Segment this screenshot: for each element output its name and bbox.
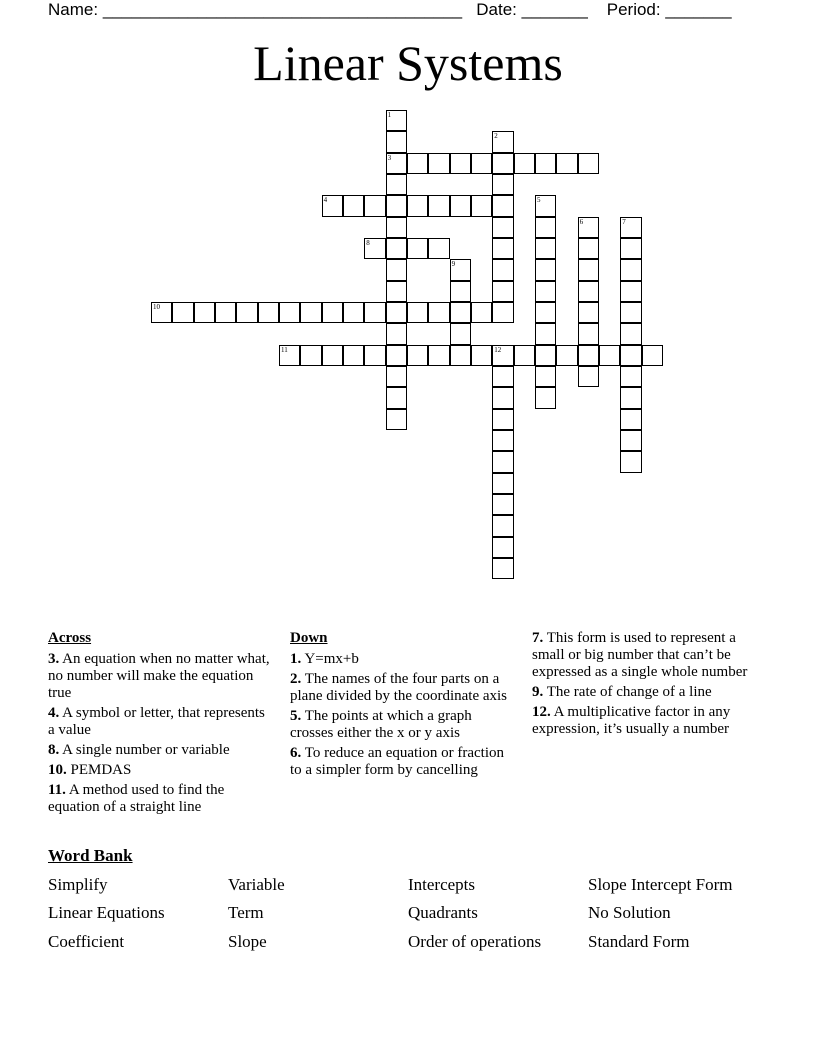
crossword-cell[interactable] — [578, 238, 599, 259]
crossword-cell[interactable] — [386, 238, 407, 259]
clue-number: 12 — [494, 345, 502, 354]
word-bank-item: Order of operations — [408, 932, 542, 951]
clue-text: To reduce an equation or fraction to a simpler form by cancelling — [290, 745, 505, 778]
clue-number: 7 — [622, 217, 626, 226]
crossword-cell[interactable] — [428, 302, 449, 323]
crossword-cell[interactable] — [535, 345, 556, 366]
clue-text: An equation when no matter what, no number will make the equation true — [48, 651, 270, 701]
crossword-cell[interactable] — [492, 515, 513, 536]
crossword-cell[interactable] — [279, 302, 300, 323]
across-clues-column — [48, 630, 273, 819]
clue-number-label: 4. — [48, 705, 60, 721]
crossword-cell[interactable] — [386, 195, 407, 216]
crossword-cell[interactable] — [215, 302, 236, 323]
crossword-cell[interactable] — [535, 153, 556, 174]
crossword-cell[interactable] — [364, 302, 385, 323]
crossword-cell[interactable] — [450, 153, 471, 174]
crossword-cell[interactable] — [578, 153, 599, 174]
crossword-cell[interactable] — [471, 345, 492, 366]
crossword-cell[interactable] — [620, 409, 641, 430]
clue-text: The rate of change of a line — [543, 684, 712, 700]
crossword-cell[interactable] — [428, 345, 449, 366]
clue-number: 6 — [579, 217, 584, 226]
crossword-cell[interactable] — [428, 195, 449, 216]
word-bank-item: Term — [228, 903, 264, 922]
crossword-cell[interactable] — [492, 174, 513, 195]
down-clues-column-continued — [532, 630, 772, 741]
crossword-cell[interactable] — [386, 131, 407, 152]
crossword-cell[interactable] — [258, 302, 279, 323]
clue-number-label: 5. — [290, 708, 302, 724]
crossword-cell[interactable] — [450, 302, 471, 323]
crossword-cell[interactable] — [578, 366, 599, 387]
crossword-cell[interactable] — [578, 259, 599, 280]
crossword-cell[interactable] — [343, 195, 364, 216]
crossword-cell[interactable] — [364, 345, 385, 366]
crossword-cell[interactable] — [492, 302, 513, 323]
crossword-cell[interactable] — [578, 281, 599, 302]
crossword-cell[interactable] — [407, 302, 428, 323]
clue-number-label: 12. — [532, 704, 551, 720]
clue-text: This form is used to represent a small or big number that can’t be expressed as a single whole number — [532, 630, 748, 680]
clue-number: 3 — [387, 153, 392, 162]
crossword-cell[interactable] — [535, 302, 556, 323]
down-clue — [290, 708, 512, 742]
crossword-cell[interactable] — [556, 345, 577, 366]
crossword-cell[interactable] — [386, 345, 407, 366]
crossword-cell[interactable] — [428, 153, 449, 174]
crossword-cell[interactable] — [620, 302, 641, 323]
crossword-cell[interactable] — [578, 323, 599, 344]
word-bank-item: Quadrants — [408, 903, 478, 922]
across-clue — [48, 782, 273, 816]
word-bank-item: Intercepts — [408, 875, 476, 894]
crossword-cell[interactable] — [492, 217, 513, 238]
clue-number: 8 — [366, 238, 370, 247]
crossword-cell[interactable] — [642, 345, 663, 366]
clue-number-label: 10. — [48, 762, 67, 778]
crossword-cell[interactable] — [535, 217, 556, 238]
crossword-cell[interactable] — [620, 451, 641, 472]
crossword-cell[interactable] — [386, 366, 407, 387]
clue-text: PEMDAS — [66, 762, 132, 778]
clue-text: A method used to find the equation of a straight line — [48, 782, 225, 815]
crossword-cell[interactable] — [386, 153, 407, 174]
crossword-cell[interactable] — [492, 473, 513, 494]
word-bank-item: Variable — [228, 875, 285, 894]
across-heading: Across — [48, 630, 92, 646]
crossword-cell[interactable] — [450, 323, 471, 344]
clue-number-label: 11. — [48, 782, 66, 798]
crossword-cell[interactable] — [535, 259, 556, 280]
clue-number: 9 — [451, 260, 456, 269]
down-clues-column — [290, 630, 512, 782]
name-label: Name: — [48, 0, 99, 19]
crossword-cell[interactable] — [386, 409, 407, 430]
word-bank-item: Simplify — [48, 875, 108, 894]
crossword-cell[interactable] — [322, 195, 343, 216]
down-clue — [532, 630, 772, 681]
date-label: Date: — [476, 0, 517, 19]
crossword-cell[interactable] — [386, 174, 407, 195]
crossword-cell[interactable] — [535, 238, 556, 259]
word-bank-item: Linear Equations — [48, 903, 165, 922]
crossword-cell[interactable] — [535, 323, 556, 344]
period-label: Period: — [606, 0, 661, 19]
crossword-cell[interactable] — [620, 323, 641, 344]
crossword-cell[interactable] — [322, 345, 343, 366]
down-clue — [290, 651, 512, 668]
crossword-cell[interactable] — [300, 345, 321, 366]
word-bank-item: No Solution — [588, 903, 671, 922]
crossword-cell[interactable] — [386, 302, 407, 323]
crossword-cell[interactable] — [535, 387, 556, 408]
crossword-cell[interactable] — [471, 302, 492, 323]
crossword-cell[interactable] — [386, 259, 407, 280]
crossword-cell[interactable] — [407, 238, 428, 259]
crossword-cell[interactable] — [492, 494, 513, 515]
crossword-cell[interactable] — [471, 195, 492, 216]
clue-number-label: 6. — [290, 745, 302, 761]
crossword-cell[interactable] — [386, 323, 407, 344]
clue-number: 11 — [280, 345, 288, 354]
down-clue — [290, 671, 512, 705]
crossword-cell[interactable] — [194, 302, 215, 323]
crossword-cell[interactable] — [386, 281, 407, 302]
clue-number-label: 9. — [532, 684, 544, 700]
crossword-cell[interactable] — [172, 302, 193, 323]
crossword-cell[interactable] — [492, 537, 513, 558]
date-blank[interactable]: _______ — [521, 0, 588, 19]
clue-number-label: 3. — [48, 651, 60, 667]
crossword-cell[interactable] — [450, 195, 471, 216]
clue-text: A multiplicative factor in any expression, it’s usually a number — [532, 704, 731, 737]
period-blank[interactable]: _______ — [665, 0, 732, 19]
name-blank[interactable]: ______________________________________ — [102, 0, 463, 19]
word-bank-item: Coefficient — [48, 932, 125, 951]
crossword-cell[interactable] — [492, 345, 513, 366]
clue-text: A single number or variable — [59, 742, 230, 758]
crossword-cell[interactable] — [620, 366, 641, 387]
word-bank-item: Standard Form — [588, 932, 690, 951]
crossword-cell[interactable] — [535, 281, 556, 302]
crossword-cell[interactable] — [386, 217, 407, 238]
crossword-cell[interactable] — [386, 110, 407, 131]
crossword-cell[interactable] — [578, 345, 599, 366]
crossword-cell[interactable] — [492, 451, 513, 472]
crossword-cell[interactable] — [386, 387, 407, 408]
crossword-cell[interactable] — [492, 409, 513, 430]
clue-text: The names of the four parts on a plane divided by the coordinate axis — [290, 671, 508, 704]
crossword-cell[interactable] — [471, 153, 492, 174]
across-clue — [48, 705, 273, 739]
clue-number: 2 — [494, 132, 498, 141]
word-bank-item: Slope Intercept Form — [588, 875, 733, 894]
clue-number-label: 7. — [532, 630, 544, 646]
across-clue — [48, 762, 273, 779]
word-bank-title: Word Bank — [48, 846, 133, 865]
crossword-cell[interactable] — [620, 217, 641, 238]
down-heading: Down — [290, 630, 328, 646]
crossword-cell[interactable] — [620, 238, 641, 259]
crossword-cell[interactable] — [620, 259, 641, 280]
crossword-cell[interactable] — [535, 366, 556, 387]
crossword-cell[interactable] — [492, 131, 513, 152]
crossword-cell[interactable] — [514, 153, 535, 174]
clue-number-label: 1. — [290, 651, 302, 667]
crossword-cell[interactable] — [151, 302, 172, 323]
crossword-cell[interactable] — [492, 558, 513, 579]
crossword-cell[interactable] — [364, 195, 385, 216]
crossword-cell[interactable] — [599, 345, 620, 366]
crossword-cell[interactable] — [492, 238, 513, 259]
clue-number: 4 — [323, 196, 328, 205]
down-clue — [290, 745, 512, 779]
crossword-cell[interactable] — [300, 302, 321, 323]
crossword-cell[interactable] — [407, 153, 428, 174]
crossword-cell[interactable] — [428, 238, 449, 259]
crossword-cell[interactable] — [620, 345, 641, 366]
crossword-cell[interactable] — [620, 387, 641, 408]
down-clue — [532, 704, 772, 738]
crossword-cell[interactable] — [322, 302, 343, 323]
clue-number: 10 — [153, 302, 160, 311]
clue-text: Y=mx+b — [301, 651, 359, 667]
crossword-cell[interactable] — [450, 281, 471, 302]
crossword-cell[interactable] — [492, 430, 513, 451]
crossword-cell[interactable] — [492, 195, 513, 216]
down-clue — [532, 684, 772, 701]
across-clue — [48, 651, 273, 702]
crossword-cell[interactable] — [578, 302, 599, 323]
crossword-cell[interactable] — [620, 430, 641, 451]
crossword-cell[interactable] — [535, 195, 556, 216]
crossword-cell[interactable] — [492, 259, 513, 280]
crossword-cell[interactable] — [492, 366, 513, 387]
crossword-cell[interactable] — [492, 281, 513, 302]
page-title: Linear Systems — [253, 35, 563, 91]
crossword-cell[interactable] — [407, 195, 428, 216]
crossword-cell[interactable] — [343, 345, 364, 366]
crossword-cell[interactable] — [343, 302, 364, 323]
clue-text: A symbol or letter, that represents a value — [48, 705, 265, 738]
clue-number: 1 — [387, 111, 392, 119]
across-clue — [48, 742, 273, 759]
crossword-cell[interactable] — [407, 345, 428, 366]
crossword-cell[interactable] — [492, 153, 513, 174]
crossword-cell[interactable] — [620, 281, 641, 302]
crossword-cell[interactable] — [236, 302, 257, 323]
crossword-cell[interactable] — [556, 153, 577, 174]
crossword-cell[interactable] — [450, 345, 471, 366]
crossword-cell[interactable] — [514, 345, 535, 366]
crossword-cell[interactable] — [492, 387, 513, 408]
crossword-cell[interactable] — [578, 217, 599, 238]
crossword-cell[interactable] — [450, 259, 471, 280]
crossword-cell[interactable] — [279, 345, 300, 366]
clue-text: The points at which a graph crosses either the x or y axis — [290, 708, 472, 741]
word-bank-item: Slope — [228, 932, 267, 951]
clue-number-label: 2. — [290, 671, 302, 687]
clue-number: 5 — [536, 196, 541, 205]
crossword-cell[interactable] — [364, 238, 385, 259]
clue-number-label: 8. — [48, 742, 60, 758]
